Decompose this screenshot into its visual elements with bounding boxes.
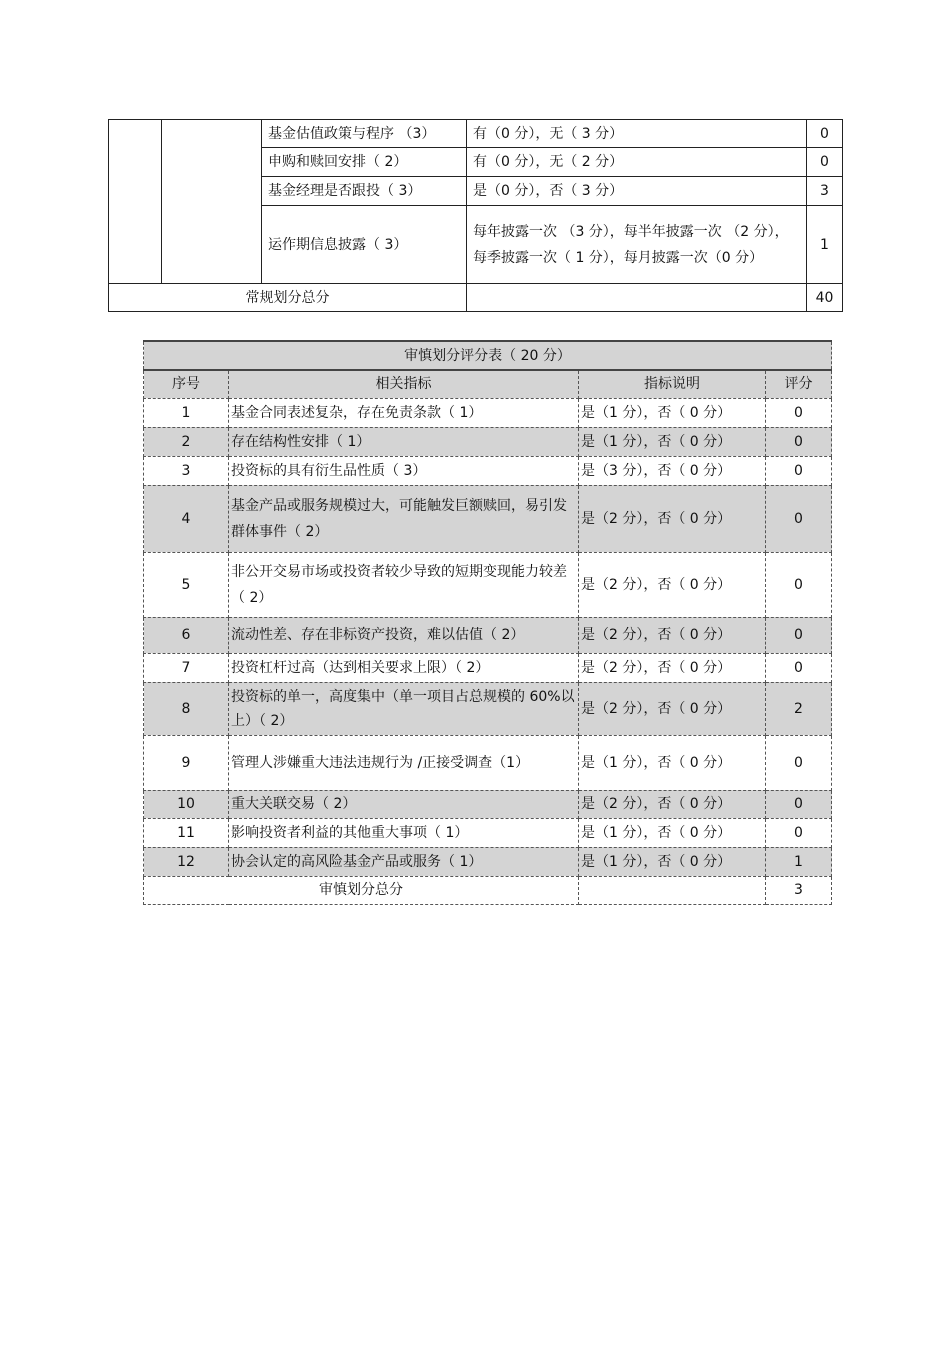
table-row bbox=[144, 735, 832, 790]
score-cell: 0 bbox=[807, 148, 843, 177]
table-row bbox=[144, 847, 832, 876]
indicator-cell: 重大关联交易（ 2） bbox=[229, 790, 579, 818]
description-cell: 是（2 分），否（ 0 分） bbox=[579, 485, 766, 552]
indicator-cell: 存在结构性安排（ 1） bbox=[229, 427, 579, 456]
total-label: 常规划分总分 bbox=[109, 284, 467, 312]
general-score-table bbox=[108, 119, 843, 312]
description-cell: 是（1 分），否（ 0 分） bbox=[579, 818, 766, 847]
indicator-cell: 基金产品或服务规模过大，可能触发巨额赎回，易引发群体事件（ 2） bbox=[229, 485, 579, 552]
header-indicator: 相关指标 bbox=[229, 370, 579, 398]
score-cell: 1 bbox=[807, 206, 843, 284]
indicator-cell: 投资标的具有衍生品性质（ 3） bbox=[229, 456, 579, 485]
indicator-cell: 流动性差、存在非标资产投资，难以估值（ 2） bbox=[229, 617, 579, 653]
description-cell: 是（2 分），否（ 0 分） bbox=[579, 682, 766, 735]
description-cell: 是（2 分），否（ 0 分） bbox=[579, 653, 766, 682]
total-score: 40 bbox=[807, 284, 843, 312]
table-row bbox=[109, 120, 843, 148]
score-cell: 0 bbox=[807, 120, 843, 148]
total-description bbox=[467, 284, 807, 312]
score-cell: 0 bbox=[766, 485, 832, 552]
row-number: 1 bbox=[144, 398, 229, 427]
row-number: 8 bbox=[144, 682, 229, 735]
row-number: 11 bbox=[144, 818, 229, 847]
score-cell: 0 bbox=[766, 617, 832, 653]
table-row bbox=[144, 456, 832, 485]
indicator-cell: 基金估值政策与程序 （3） bbox=[262, 120, 467, 148]
description-cell: 是（3 分），否（ 0 分） bbox=[579, 456, 766, 485]
table-row bbox=[144, 427, 832, 456]
total-row bbox=[144, 876, 832, 904]
description-cell: 每年披露一次 （3 分），每半年披露一次 （2 分），每季披露一次（ 1 分），每月披露一次（0 分） bbox=[467, 206, 807, 284]
indicator-cell: 协会认定的高风险基金产品或服务（ 1） bbox=[229, 847, 579, 876]
score-cell: 0 bbox=[766, 790, 832, 818]
row-number: 10 bbox=[144, 790, 229, 818]
score-cell: 0 bbox=[766, 735, 832, 790]
indicator-cell: 申购和赎回安排（ 2） bbox=[262, 148, 467, 177]
table-title-row bbox=[144, 341, 832, 370]
total-score: 3 bbox=[766, 876, 832, 904]
score-cell: 0 bbox=[766, 398, 832, 427]
description-cell: 是（2 分），否（ 0 分） bbox=[579, 790, 766, 818]
indicator-cell: 管理人涉嫌重大违法违规行为 /正接受调查（1） bbox=[229, 735, 579, 790]
total-row bbox=[109, 284, 843, 312]
row-number: 3 bbox=[144, 456, 229, 485]
table-row bbox=[144, 653, 832, 682]
subcategory-cell bbox=[162, 120, 262, 284]
indicator-cell: 投资标的单一，高度集中（单一项目占总规模的 60%以上）（ 2） bbox=[229, 682, 579, 735]
description-cell: 是（1 分），否（ 0 分） bbox=[579, 398, 766, 427]
indicator-cell: 运作期信息披露（ 3） bbox=[262, 206, 467, 284]
total-description bbox=[579, 876, 766, 904]
table-row bbox=[144, 398, 832, 427]
score-cell: 0 bbox=[766, 427, 832, 456]
row-number: 12 bbox=[144, 847, 229, 876]
score-cell: 0 bbox=[766, 653, 832, 682]
row-number: 2 bbox=[144, 427, 229, 456]
row-number: 7 bbox=[144, 653, 229, 682]
score-cell: 0 bbox=[766, 456, 832, 485]
description-cell: 是（2 分），否（ 0 分） bbox=[579, 617, 766, 653]
table-row bbox=[144, 485, 832, 552]
description-cell: 有（0 分），无（ 2 分） bbox=[467, 148, 807, 177]
row-number: 6 bbox=[144, 617, 229, 653]
prudential-score-table bbox=[143, 340, 832, 905]
indicator-cell: 影响投资者利益的其他重大事项（ 1） bbox=[229, 818, 579, 847]
total-label: 审慎划分总分 bbox=[144, 876, 579, 904]
score-cell: 1 bbox=[766, 847, 832, 876]
description-cell: 有（0 分），无（ 3 分） bbox=[467, 120, 807, 148]
table-row bbox=[144, 682, 832, 735]
score-cell: 2 bbox=[766, 682, 832, 735]
score-cell: 0 bbox=[766, 818, 832, 847]
indicator-cell: 投资杠杆过高（达到相关要求上限）（ 2） bbox=[229, 653, 579, 682]
table-row bbox=[144, 818, 832, 847]
score-cell: 3 bbox=[807, 177, 843, 206]
table-row bbox=[144, 617, 832, 653]
indicator-cell: 非公开交易市场或投资者较少导致的短期变现能力较差（ 2） bbox=[229, 552, 579, 617]
row-number: 5 bbox=[144, 552, 229, 617]
indicator-cell: 基金经理是否跟投（ 3） bbox=[262, 177, 467, 206]
row-number: 4 bbox=[144, 485, 229, 552]
row-number: 9 bbox=[144, 735, 229, 790]
header-description: 指标说明 bbox=[579, 370, 766, 398]
header-score: 评分 bbox=[766, 370, 832, 398]
header-number: 序号 bbox=[144, 370, 229, 398]
table-row bbox=[144, 552, 832, 617]
description-cell: 是（1 分），否（ 0 分） bbox=[579, 427, 766, 456]
description-cell: 是（2 分），否（ 0 分） bbox=[579, 552, 766, 617]
score-cell: 0 bbox=[766, 552, 832, 617]
table-title: 审慎划分评分表（ 20 分） bbox=[144, 341, 832, 370]
description-cell: 是（0 分），否（ 3 分） bbox=[467, 177, 807, 206]
description-cell: 是（1 分），否（ 0 分） bbox=[579, 847, 766, 876]
table-row bbox=[144, 790, 832, 818]
indicator-cell: 基金合同表述复杂，存在免责条款（ 1） bbox=[229, 398, 579, 427]
header-row bbox=[144, 370, 832, 398]
category-cell bbox=[109, 120, 162, 284]
description-cell: 是（1 分），否（ 0 分） bbox=[579, 735, 766, 790]
